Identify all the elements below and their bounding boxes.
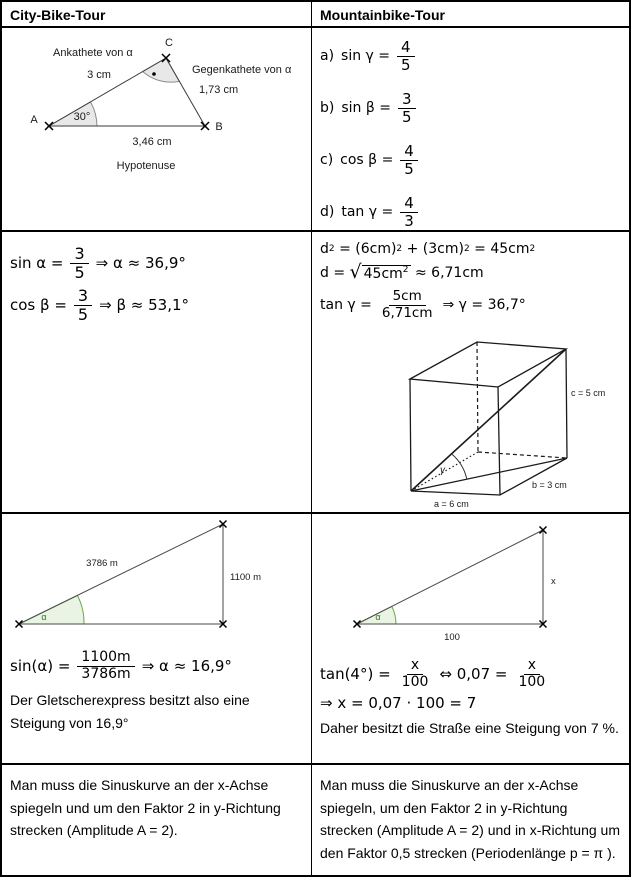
edge-b-label: b = 3 cm — [532, 480, 567, 490]
cell-cuboid-solution — [312, 232, 629, 514]
fraction — [514, 658, 549, 690]
cuboid-vertical-edges — [410, 349, 567, 495]
sqrt-line — [320, 260, 629, 286]
item-lhs: sin β = — [341, 100, 391, 116]
cuboid-figure — [390, 332, 629, 514]
fraction — [77, 650, 134, 682]
radicand — [362, 265, 411, 282]
fraction-denominator: 5 — [401, 107, 412, 126]
fraction-numerator: 3 — [398, 91, 416, 109]
fraction-denominator: 5 — [74, 262, 85, 282]
edge-a-label: a = 6 cm — [434, 499, 469, 509]
item-label: b) — [320, 100, 335, 116]
formula-rhs: ⇒ β ≈ 53,1° — [99, 296, 190, 314]
fraction-numerator: 5cm — [389, 289, 426, 305]
side-cb-length: 1,73 cm — [199, 84, 239, 96]
fraction — [398, 91, 416, 126]
item-label: a) — [320, 48, 335, 64]
cuboid-top-face — [410, 342, 566, 387]
cell-sinus-left — [2, 765, 312, 875]
formula-rhs: ⇒ α ≈ 16,9° — [141, 657, 232, 675]
cos-beta-formula — [10, 284, 311, 326]
tan-gamma-line — [320, 286, 629, 324]
space-diagonal — [411, 349, 566, 491]
side-ab-length: 3,46 cm — [132, 136, 172, 148]
solution-item-c — [320, 134, 629, 186]
fraction-denominator: 5 — [77, 304, 89, 324]
radical-sign: √ — [349, 261, 362, 283]
tan-4-formula — [320, 655, 629, 693]
sinus-answer-right: Man muss die Sinuskurve an der x-Achse spiegeln, um den Faktor 2 in y-Richtung strecken (Amplitude A = 2) und in x-Richtung um den Faktor 0,5 strecken (Periodenlänge p = π ). — [320, 777, 620, 861]
formula-part: 45cm — [363, 265, 403, 282]
formula-part: d = — [320, 265, 350, 281]
edge-c-label: c = 5 cm — [571, 388, 606, 398]
angle-label-30: 30° — [73, 111, 91, 123]
strasse-conclusion: Daher besitzt die Straße eine Steigung von 7 %. — [320, 720, 619, 736]
fraction — [400, 143, 418, 178]
fraction-numerator: x — [524, 658, 540, 675]
solution-item-b — [320, 82, 629, 134]
fraction — [70, 245, 88, 282]
vertex-label-b: B — [215, 121, 223, 133]
cell-gletscherexpress — [2, 514, 312, 765]
fraction — [397, 39, 415, 74]
solution-item-a — [320, 30, 629, 82]
hypotenuse-label: Hypotenuse — [116, 160, 176, 172]
exponent: 2 — [402, 264, 409, 275]
fraction-denominator: 100 — [518, 673, 546, 690]
height-length: 1100 m — [230, 572, 261, 583]
fraction-denominator: 3 — [404, 211, 414, 230]
formula-part: + (3cm) — [402, 241, 464, 257]
fraction-denominator: 6,71cm — [381, 304, 433, 321]
sinus-answer-left: Man muss die Sinuskurve an der x-Achse spiegeln und um den Faktor 2 in y-Richtung strecken (Amplitude A = 2). — [10, 777, 281, 838]
angle-sector-c — [143, 58, 180, 82]
fraction-denominator: 5 — [401, 55, 411, 74]
fraction-numerator: 3 — [70, 245, 88, 264]
labelled-triangle-figure — [2, 28, 312, 230]
formula-rhs: ⇒ γ = 36,7° — [442, 297, 526, 313]
height-label-x: x — [551, 576, 556, 587]
formula-rhs: ⇒ α ≈ 36,9° — [95, 254, 186, 272]
x-result-line: ⇒ x = 0,07 · 100 = 7 — [320, 694, 477, 712]
header-right-label: Mountainbike-Tour — [320, 7, 445, 23]
fraction-numerator: 1100m — [77, 650, 134, 667]
cell-triangle-diagram — [2, 28, 312, 232]
fraction-denominator: 5 — [404, 159, 414, 178]
slope-triangle-figure — [2, 516, 302, 636]
formula-lhs: sin(α) = — [10, 657, 71, 675]
formula-mid: ⇔ 0,07 = — [439, 665, 508, 683]
sin-alpha-formula — [10, 242, 311, 284]
adjacent-side-label: Ankathete von α — [53, 47, 133, 59]
gamma-angle-label: γ — [440, 465, 445, 476]
fraction-denominator: 3786m — [81, 665, 131, 682]
opposite-side-label: Gegenkathete von α — [192, 64, 292, 76]
header-city-bike-tour — [2, 2, 312, 28]
fraction-numerator: 4 — [400, 143, 418, 161]
fraction — [398, 658, 433, 690]
right-angle-dot — [152, 72, 156, 76]
fraction-numerator: x — [407, 658, 423, 675]
header-mountainbike-tour — [312, 2, 629, 28]
item-label: d) — [320, 204, 335, 220]
fraction-denominator: 100 — [401, 673, 429, 690]
vertex-label-a: A — [30, 114, 38, 126]
fraction-numerator: 4 — [400, 195, 418, 213]
formula-lhs: tan γ = — [320, 297, 372, 313]
item-label: c) — [320, 152, 334, 168]
formula-lhs: tan(4°) = — [320, 665, 391, 683]
fraction-numerator: 3 — [74, 287, 92, 306]
header-left-label: City-Bike-Tour — [10, 7, 106, 23]
solution-item-d — [320, 186, 629, 232]
vertex-label-c: C — [165, 37, 173, 49]
formula-part: ≈ 6,71cm — [410, 265, 484, 281]
side-ac-length: 3 cm — [87, 69, 111, 81]
fraction-numerator: 4 — [397, 39, 415, 57]
base-length-100: 100 — [444, 632, 460, 643]
alpha-angle-label: α — [375, 612, 381, 622]
gletscherexpress-conclusion: Der Gletscherexpress besitzt also eine Steigung von 16,9° — [10, 692, 250, 731]
item-lhs: sin γ = — [341, 48, 391, 64]
cell-angle-calculations — [2, 232, 312, 514]
item-lhs: cos β = — [340, 152, 394, 168]
fraction — [378, 289, 437, 320]
triangle-outline — [19, 524, 223, 624]
alpha-angle-label: α — [41, 612, 47, 622]
cell-strasse-steigung — [312, 514, 629, 765]
formula-part: d — [320, 241, 329, 257]
fraction — [400, 195, 418, 230]
triangle-outline — [357, 530, 543, 624]
cell-sinus-right — [312, 765, 629, 875]
formula-lhs: cos β = — [10, 296, 67, 314]
item-lhs: tan γ = — [341, 204, 394, 220]
formula-part: = (6cm) — [334, 241, 397, 257]
hypotenuse-length: 3786 m — [86, 558, 118, 569]
road-triangle-figure — [312, 514, 612, 644]
fraction — [74, 287, 92, 324]
cell-ratio-solutions — [312, 28, 629, 232]
pythagoras-line: d 2 = (6cm) 2 + (3cm) 2 = 45cm 2 — [320, 241, 536, 257]
sin-alpha-slope-formula — [10, 647, 311, 685]
formula-lhs: sin α = — [10, 254, 64, 272]
formula-part: = 45cm — [469, 241, 530, 257]
